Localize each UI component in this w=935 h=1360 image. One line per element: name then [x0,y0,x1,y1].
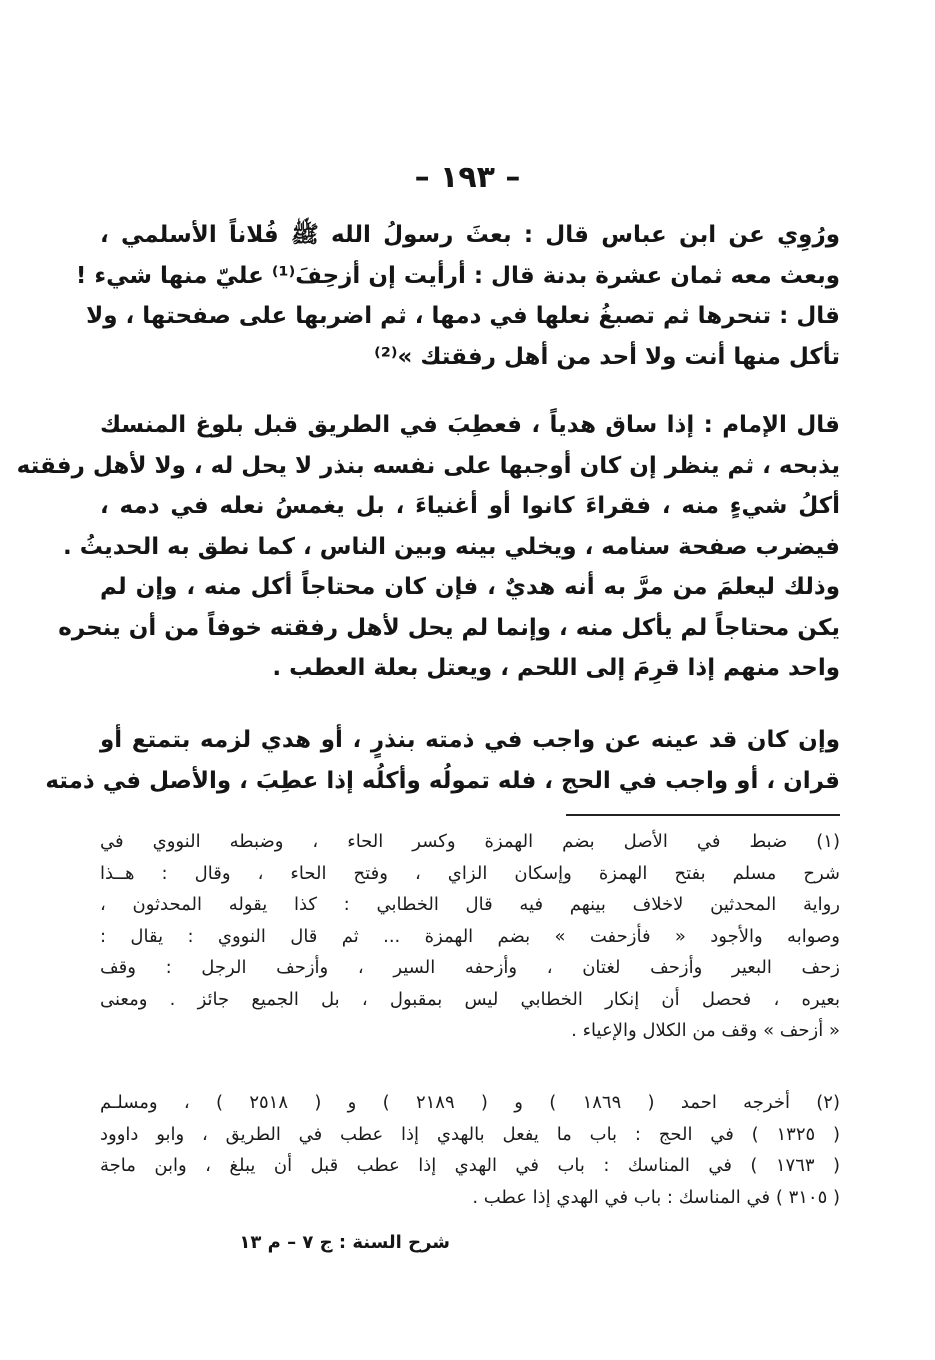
text-line: يكن محتاجاً لم يأكل منه ، وإنما لم يحل لأهل رفقته خوفاً من أن ينحره [58,614,840,641]
text-line: واحد منهم إذا قرِمَ إلى اللحم ، ويعتل بعلة العطب . [272,655,840,681]
footnote-line: رواية المحدثين لاخلاف بينهم فيه قال الخطابي : كذا يقوله المحدثون ، [100,894,840,915]
text-line: قال الإمام : إذا ساق هدياً ، فعطِبَ في الطريق قبل بلوغ المنسك [100,412,840,438]
text-line: قال : تنحرها ثم تصبغُ نعلها في دمها ، ثم اضربها على صفحتها ، ولا [86,303,840,329]
paragraph-obligatory-offering [45,720,840,801]
footnote-line: (١) ضبط في الأصل بضم الهمزة وكسر الحاء ، وضبطه النووي في [100,831,840,852]
paragraph-imam-commentary [16,405,840,689]
signature-mark: شرح السنة : ج ٧ – م ١٣ [239,1232,450,1253]
footnote-line: (٢) أخرجه احمد ( ١٨٦٩ ) و ( ٢١٨٩ ) و ( ٢٥١٨ ) ، ومسلـم [100,1092,840,1113]
text-line: وإن كان قد عينه عن واجب في ذمته بنذرٍ ، أو هدي لزمه بتمتع أو [100,727,840,753]
footnote-line: وصوابه والأجود « فأزحفت » بضم الهمزة ... ثم قال النووي : يقال : [100,925,840,947]
text-line: وذلك ليعلمَ من مرَّ به أنه هديٌ ، فإن كان محتاجاً أكل منه ، وإن لم [100,574,840,600]
text-line: فيضرب صفحة سنامه ، ويخلي بينه وبين الناس ، كما نطق به الحديثُ . [63,533,840,560]
footnote-line: بعيره ، فحصل أن إنكار الخطابي ليس بمقبول ، بل الجميع جائز . ومعنى [100,988,840,1010]
text-line: أكلُ شيءٍ منه ، فقراءَ كانوا أو أغنياءَ ، بل يغمسُ نعله في دمه ، [100,493,840,519]
text-line: يذبحه ، ثم ينظر إن كان أوجبها على نفسه بنذر لا يحل له ، ولا لأهل رفقته [16,452,840,479]
footnote-line: ( ١٧٦٣ ) في المناسك : باب في الهدي إذا عطب قبل أن يبلغ ، وابن ماجة [100,1155,840,1176]
footnote-line: زحف البعير وأزحف لغتان ، وأزحفه السير ، وأزحف الرجل : وقف [100,957,840,978]
footnote-1 [100,826,840,1047]
footnote-2 [100,1087,840,1213]
text-line: قران ، أو واجب في الحج ، فله تمولُه وأكلُه إذا عطِبَ ، والأصل في ذمته [45,767,840,794]
footnote-line: ( ١٣٢٥ ) في الحج : باب ما يفعل بالهدي إذا عطب في الطريق ، وابو داوود [100,1123,840,1145]
text-line: وبعث معه ثمان عشرة بدنة قال : أرأيت إن أزحِفَ⁽¹⁾ عليّ منها شيء ! [75,262,840,289]
text-line: تأكل منها أنت ولا أحد من أهل رفقتك »⁽²⁾ [374,343,840,370]
text-line: ورُوِي عن ابن عباس قال : بعثَ رسولُ الله ﷺ فُلاناً الأسلمي ، [100,222,840,248]
footnote-line: شرح مسلم بفتح الهمزة وإسكان الزاي ، وفتح الحاء ، وقال : هــذا [100,862,840,884]
paragraph-hadith [75,215,840,377]
page-number: – ١٩٣ – [414,160,521,195]
footnote-line: « أزحف » وقف من الكلال والإعياء . [571,1020,840,1041]
footnote-separator [566,814,840,816]
footnote-line: ( ٣١٠٥ ) في المناسك : باب في الهدي إذا عطب . [472,1186,840,1208]
